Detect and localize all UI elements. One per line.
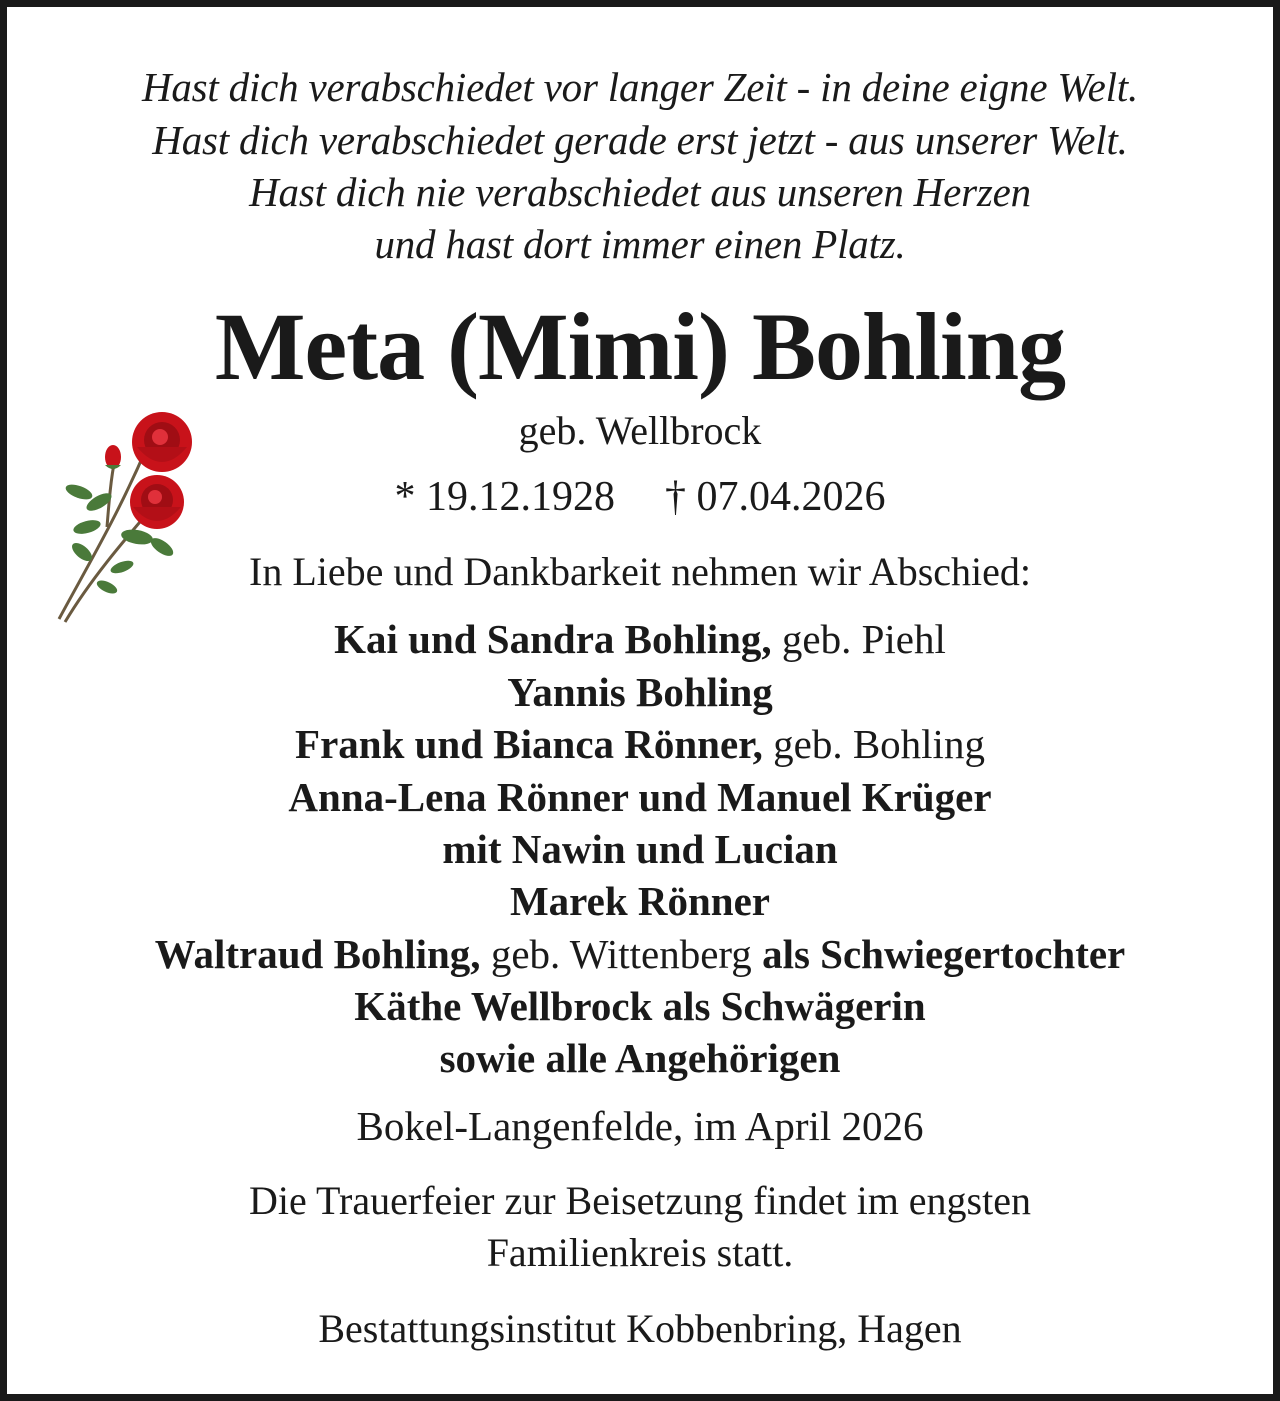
deceased-name: Meta (Mimi) Bohling bbox=[214, 293, 1066, 400]
poem-line-1: Hast dich verabschiedet vor langer Zeit - in deine eigne Welt. bbox=[141, 64, 1139, 110]
mourner-line: mit Nawin und Lucian bbox=[442, 826, 838, 872]
poem-line-4: und hast dort immer einen Platz. bbox=[374, 221, 906, 267]
mourner-line: Käthe Wellbrock als Schwägerin bbox=[354, 983, 926, 1029]
poem-line-2: Hast dich verabschiedet gerade erst jetzt - aus unserer Welt. bbox=[152, 117, 1128, 163]
funeral-notice bbox=[7, 1175, 1273, 1279]
life-dates bbox=[7, 469, 1273, 525]
mourner-line: Waltraud Bohling, geb. Wittenberg als Schwiegertochter bbox=[154, 931, 1126, 977]
place-date: Bokel-Langenfelde, im April 2026 bbox=[356, 1103, 924, 1149]
mourner-line: Frank und Bianca Rönner, geb. Bohling bbox=[295, 721, 985, 767]
mourner-line: sowie alle Angehörigen bbox=[439, 1035, 841, 1081]
birth-date: * 19.12.1928 bbox=[394, 474, 615, 520]
funeral-notice-line-1: Die Trauerfeier zur Beisetzung findet im engsten bbox=[249, 1178, 1031, 1223]
mourner-line: Yannis Bohling bbox=[507, 669, 773, 715]
mourner-line: Kai und Sandra Bohling, geb. Piehl bbox=[334, 616, 946, 662]
mourner-line: Marek Rönner bbox=[509, 878, 770, 924]
death-date: † 07.04.2026 bbox=[665, 474, 886, 520]
farewell-text: In Liebe und Dankbarkeit nehmen wir Abschied: bbox=[249, 549, 1031, 594]
maiden-name: geb. Wellbrock bbox=[518, 408, 762, 453]
undertaker: Bestattungsinstitut Kobbenbring, Hagen bbox=[318, 1306, 962, 1351]
mourner-line: Anna-Lena Rönner und Manuel Krüger bbox=[288, 774, 992, 820]
poem-line-3: Hast dich nie verabschiedet aus unseren Herzen bbox=[249, 169, 1031, 215]
funeral-notice-line-2: Familienkreis statt. bbox=[486, 1230, 794, 1275]
